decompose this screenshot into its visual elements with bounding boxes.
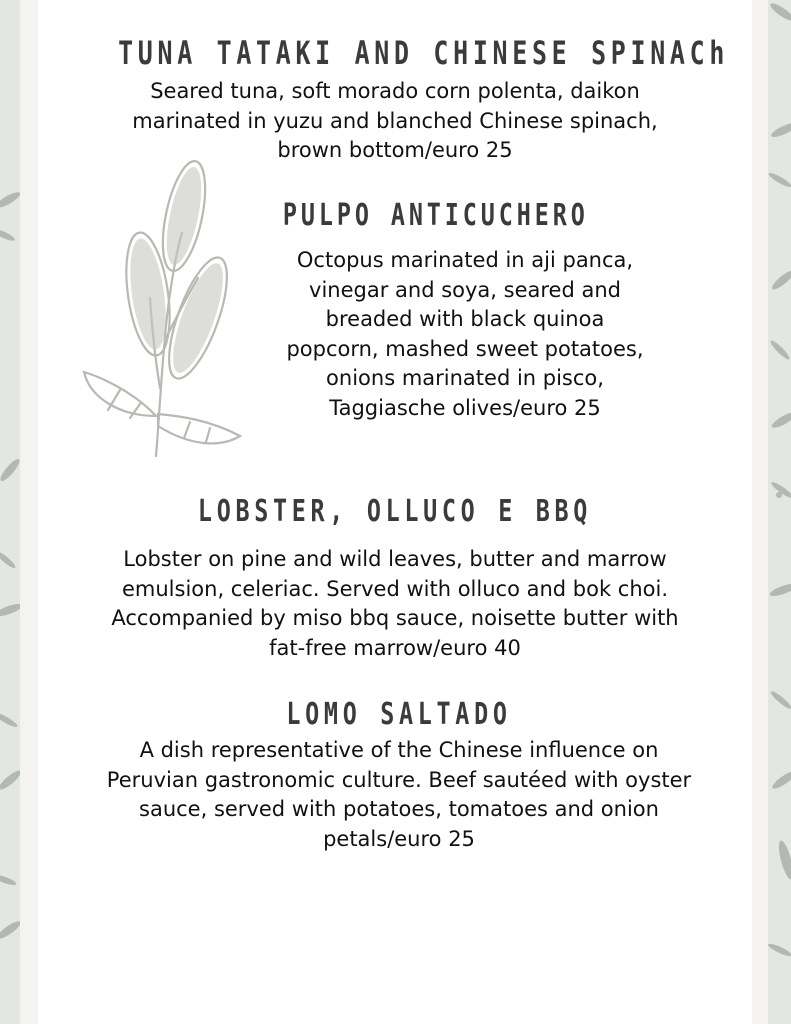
dish-description-lobster-olluco-bbq — [60, 545, 730, 663]
description-line: marinated in yuzu and blanched Chinese spinach, — [132, 108, 658, 133]
description-line: Accompanied by miso bbq sauce, noisette butter with — [111, 606, 679, 630]
dish-description-lomo-saltado — [60, 736, 738, 854]
dish-title-lobster-olluco-bbq: LOBSTER, OLLUCO E BBQ — [197, 494, 593, 529]
description-line: Seared tuna, soft morado corn polenta, daikon — [150, 79, 640, 103]
description-line: breaded with black quinoa — [325, 307, 605, 331]
sprig-illustration-icon — [80, 158, 245, 460]
description-line: emulsion, celeriac. Served with olluco and bok choi. — [121, 576, 669, 601]
description-line: brown bottom/euro 25 — [277, 138, 513, 162]
description-line: Octopus marinated in aji panca, — [296, 248, 634, 272]
dish-title-lomo-saltado: LOMO SALTADO — [286, 697, 512, 732]
description-line: popcorn, mashed sweet potatoes, — [286, 336, 644, 361]
dish-title-pulpo-anticuchero: PULPO ANTICUCHERO — [282, 198, 589, 233]
dish-title-tuna-tataki: TUNA TATAKI AND CHINESE SPINACh — [118, 34, 730, 72]
description-line: Peruvian gastronomic culture. Beef sautéed with oyster — [106, 767, 692, 792]
leaf-pattern-icon — [0, 0, 20, 1024]
description-line: A dish representative of the Chinese influence on — [139, 738, 659, 762]
description-line: onions marinated in pisco, — [326, 366, 604, 390]
description-line: petals/euro 25 — [323, 826, 475, 851]
left-leaf-border — [0, 0, 20, 1024]
description-line: fat-free marrow/euro 40 — [269, 635, 521, 660]
leaf-pattern-icon — [768, 0, 791, 1024]
description-line: sauce, served with potatoes, tomatoes and onion — [139, 797, 659, 821]
right-leaf-border — [768, 0, 791, 1024]
dish-description-tuna-tataki — [60, 77, 730, 166]
dish-description-pulpo-anticuchero — [255, 246, 675, 423]
description-line: vinegar and soya, seared and — [309, 277, 621, 302]
description-line: Taggiasche olives/euro 25 — [329, 395, 601, 420]
description-line: Lobster on pine and wild leaves, butter and marrow — [123, 547, 667, 571]
right-inner-margin — [752, 0, 768, 1024]
left-inner-margin — [20, 0, 38, 1024]
